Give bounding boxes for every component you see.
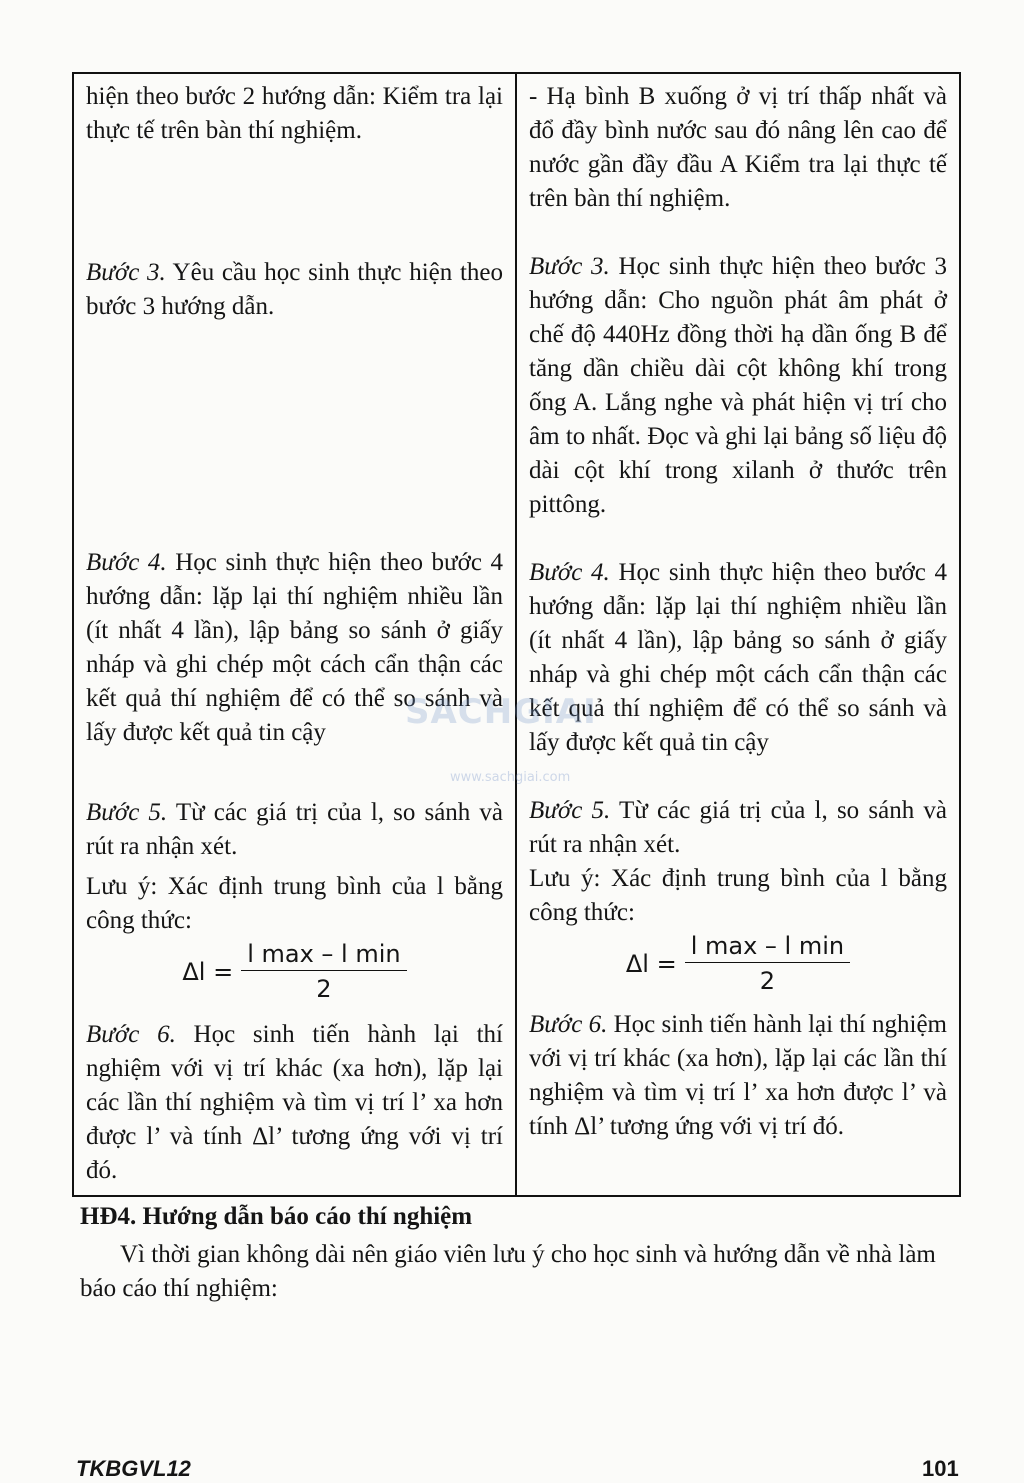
section-title: HĐ4. Hướng dẫn báo cáo thí nghiệm [80, 1203, 473, 1230]
left-step-3: Bước 3. Yêu cầu học sinh thực hiện theo bước 3 hướng dẫn. [86, 259, 503, 320]
step-label: Bước 3. [86, 259, 166, 286]
watermark-url: www.sachgiai.com [450, 770, 571, 785]
step-label: Bước 6. [529, 1011, 608, 1038]
step-label: Bước 4. [86, 549, 167, 576]
right-step-4: Bước 4. Học sinh thực hiện theo bước 4 hướng dẫn: lặp lại thí nghiệm nhiều lần (ít nhất 4 lần), lập bảng so sánh ở giấy nháp và ghi chép một cách cẩn thận các kết quả thí nghiệm để có thể so sánh và lấy được kết quả tin cậy [529, 559, 947, 756]
step-label: Bước 5. [86, 799, 168, 826]
right-step-5: Bước 5. Từ các giá trị của l, so sánh và rút ra nhận xét. [529, 797, 947, 858]
student-column [517, 74, 959, 1195]
two-column-table [72, 72, 961, 1197]
watermark-logo: SACHGIAI [405, 692, 597, 732]
left-note: Lưu ý: Xác định trung bình của l bằng công thức: Δl = $\frac{\text{l max – l min}}{2}$ [86, 873, 503, 1003]
page-number: 101 [922, 1456, 959, 1481]
teacher-column [74, 74, 517, 1195]
left-step-4: Bước 4. Học sinh thực hiện theo bước 4 hướng dẫn: lặp lại thí nghiệm nhiều lần (ít nhất 4 lần), lập bảng so sánh ở giấy nháp và ghi chép một cách cẩn thận các kết quả thí nghiệm để có thể so sánh và lấy được kết quả tin cậy [86, 549, 503, 746]
section-body: Vì thời gian không dài nên giáo viên lưu ý cho học sinh và hướng dẫn về nhà làm báo cáo thí nghiệm: [80, 1241, 936, 1302]
right-note: Lưu ý: Xác định trung bình của l bằng công thức: Δl = $\frac{\text{l max – l min}}{2}$ [529, 865, 947, 995]
step-label: Bước 6. [86, 1021, 176, 1048]
step-label: Bước 5. [529, 797, 611, 824]
left-step-5: Bước 5. Từ các giá trị của l, so sánh và rút ra nhận xét. [86, 799, 503, 860]
right-step-6: Bước 6. Học sinh tiến hành lại thí nghiệm với vị trí khác (xa hơn), lặp lại các lần thí nghiệm và tìm vị trí l’ xa hơn được l’ và tính Δl’ tương ứng với vị trí đó. [529, 1011, 947, 1140]
left-intro: hiện theo bước 2 hướng dẫn: Kiểm tra lại thực tế trên bàn thí nghiệm. [86, 83, 503, 144]
formula: Δl = $\frac{\text{l max – l min}}{2}$ [86, 940, 503, 1003]
step-label: Bước 3. [529, 253, 610, 280]
right-step-3: Bước 3. Học sinh thực hiện theo bước 3 hướng dẫn: Cho nguồn phát âm phát ở chế độ 440Hz đồng thời hạ dần ống B để tăng dần chiều dài cột không khí trong ống A. Lắng nghe và phát hiện vị trí cho âm to nhất. Đọc và ghi lại bảng số liệu độ dài cột khí trong xilanh ở thước trên pittông. [529, 253, 947, 518]
step-label: Bước 4. [529, 559, 610, 586]
footer-book-code: TKBGVL12 [76, 1456, 191, 1481]
right-intro: - Hạ bình B xuống ở vị trí thấp nhất và đổ đầy bình nước sau đó nâng lên cao để nước gần đầy đầu A Kiểm tra lại thực tế trên bàn thí nghiệm. [529, 83, 947, 212]
formula: Δl = $\frac{\text{l max – l min}}{2}$ [529, 932, 947, 995]
left-step-6: Bước 6. Học sinh tiến hành lại thí nghiệm với vị trí khác (xa hơn), lặp lại các lần thí nghiệm và tìm vị trí l’ xa hơn được l’ và tính Δl’ tương ứng với vị trí đó. [86, 1021, 503, 1184]
